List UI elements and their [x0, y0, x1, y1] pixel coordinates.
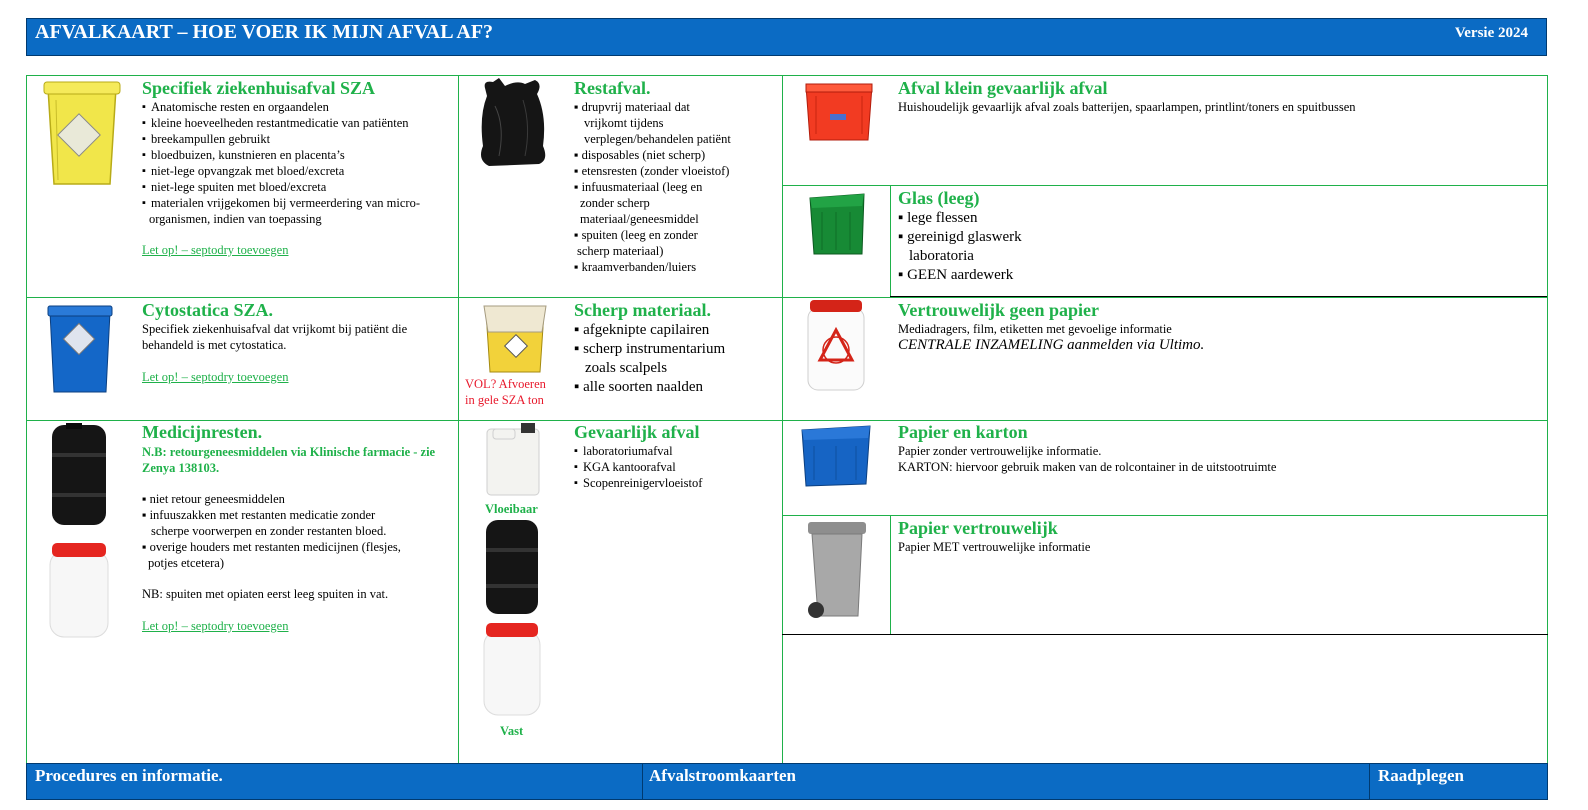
list-item: ▪ niet-lege spuiten met bloed/excreta [142, 179, 452, 195]
glas-bottom-line [890, 296, 1547, 297]
blue-cytostatica-bin-icon [46, 304, 114, 394]
vast-label: Vast [500, 724, 524, 738]
blue-crate-icon [800, 424, 872, 488]
scherp-list [574, 321, 725, 397]
list-item: ▪ materialen vrijgekomen bij vermeerdering van micro- [142, 195, 452, 211]
list-item: ▪ lege flessen [898, 210, 978, 226]
list-item: ▪ afgeknipte capilairen [574, 322, 710, 338]
list-item: ▪ infuuszakken met restanten medicatie zonder scherpe voorwerpen en zonder restanten bloed. [142, 508, 387, 538]
ultimo-note: CENTRALE INZAMELING aanmelden via Ultimo. [898, 337, 1205, 353]
list-item: ▪ scherp instrumentarium zoals scalpels [574, 341, 726, 376]
sharps-warning: VOL? Afvoeren in gele SZA ton [465, 377, 546, 407]
scherp-title: Scherp materiaal. [574, 300, 711, 320]
list-item: ▪ overige houders met restanten medicijnen (flesjes, potjes etcetera) [142, 540, 401, 570]
footer-kaarten-bar[interactable] [642, 763, 1370, 800]
list-item: ▪ niet retour geneesmiddelen [142, 492, 285, 506]
gevaarlijk-title: Gevaarlijk afval [574, 422, 700, 442]
grid-pv-div [890, 515, 891, 635]
confidential-drum-icon [804, 298, 868, 392]
cytostatica-septodry-link[interactable]: Let op! – septodry toevoegen [142, 370, 289, 384]
black-drum-liquid-icon [484, 518, 540, 616]
list-item: ▪ GEEN aardewerk [898, 267, 1014, 283]
grid-col2 [782, 75, 783, 763]
list-item: ▪ breekampullen gebruikt [142, 131, 452, 147]
pv-bottom-line [782, 634, 1548, 635]
vertrouwelijk-geen-papier-title: Vertrouwelijk geen papier [898, 300, 1099, 320]
list-item: ▪ disposables (niet scherp) [574, 148, 706, 162]
sza-title: Specifiek ziekenhuisafval SZA [142, 78, 376, 98]
grey-wheelie-bin-icon [806, 520, 868, 622]
grid-right-a [782, 185, 1548, 186]
cytostatica-text: Specifiek ziekenhuisafval dat vrijkomt bij patiënt die behandeld is met cytostatica. [142, 322, 408, 352]
green-crate-icon [806, 192, 868, 258]
afvalstroomkaarten-link[interactable]: Afvalstroomkaarten [649, 766, 796, 785]
papier-vertrouwelijk-title: Papier vertrouwelijk [898, 518, 1058, 538]
list-item: ▪ niet-lege opvangzak met bloed/excreta [142, 163, 452, 179]
list-item: ▪ drupvrij materiaal dat vrijkomt tijdens verplegen/behandelen patiënt [574, 100, 731, 146]
list-item: ▪ kleine hoeveelheden restantmedicatie van patiënten [142, 115, 452, 131]
grid-row1 [26, 297, 1548, 298]
restafval-list [574, 99, 779, 275]
papier-text: Papier zonder vertrouwelijke informatie. KARTON: hiervoor gebruik maken van de rolcontainer in de uitstootruimte [898, 444, 1277, 474]
list-item: ▪ bloedbuizen, kunstnieren en placenta’s [142, 147, 452, 163]
yellow-sza-bin-icon [42, 80, 122, 190]
kga-text: Huishoudelijk gevaarlijk afval zoals batterijen, spaarlampen, printlint/toners en spuitbussen [898, 100, 1356, 114]
sharps-container-icon [480, 302, 550, 374]
papier-vertrouwelijk-text: Papier MET vertrouwelijke informatie [898, 540, 1091, 554]
sza-item-continuation: organismen, indien van toepassing [149, 212, 322, 226]
page-title: AFVALKAART – HOE VOER IK MIJN AFVAL AF? [35, 21, 494, 43]
list-item: ▪ kraamverbanden/luiers [574, 260, 697, 274]
medicijn-nb: N.B: retourgeneesmiddelen via Klinische farmacie - zie Zenya 138103. [142, 445, 436, 475]
list-item: ▪ infuusmateriaal (leeg en zonder scherp materiaal/geneesmiddel [574, 180, 703, 226]
black-bag-icon [475, 76, 550, 168]
list-item: ▪ Anatomische resten en orgaandelen [142, 99, 452, 115]
list-item: ▪ alle soorten naalden [574, 379, 704, 395]
footer-raadplegen-bar[interactable] [1369, 763, 1548, 800]
procedures-link[interactable]: Procedures en informatie. [35, 766, 223, 785]
medicijn-septodry-link[interactable]: Let op! – septodry toevoegen [142, 619, 289, 633]
header-bar [26, 18, 1547, 56]
sza-septodry-link[interactable]: Let op! – septodry toevoegen [142, 243, 289, 257]
list-item: ▪ spuiten (leeg en zonder scherp materiaal) [574, 228, 698, 258]
papier-title: Papier en karton [898, 422, 1028, 442]
medicijn-title: Medicijnresten. [142, 422, 263, 442]
medicijn-spuiten-note: NB: spuiten met opiaten eerst leeg spuiten in vat. [142, 587, 389, 601]
grid-glas-div [890, 185, 891, 297]
jerrycan-icon [485, 421, 541, 497]
footer-procedures-bar[interactable] [26, 763, 643, 800]
cytostatica-title: Cytostatica SZA. [142, 300, 273, 320]
grid-right [1547, 75, 1548, 763]
list-item: ▪ Scopenreinigervloeistof [574, 475, 702, 491]
list-item: ▪ gereinigd glaswerk laboratoria [898, 229, 1022, 264]
grid-right-b [782, 515, 1548, 516]
grid-col1 [458, 75, 459, 763]
glas-list [898, 209, 1022, 285]
vertrouwelijk-geen-papier-text: Mediadragers, film, etiketten met gevoelige informatie [898, 322, 1172, 336]
grid-row2 [26, 420, 1548, 421]
gevaarlijk-list [574, 443, 702, 491]
medicijn-list [142, 491, 401, 571]
kga-title: Afval klein gevaarlijk afval [898, 78, 1108, 98]
vloeibaar-label: Vloeibaar [485, 502, 538, 516]
list-item: ▪ etensresten (zonder vloeistof) [574, 164, 730, 178]
restafval-title: Restafval. [574, 78, 651, 98]
black-drum-icon [48, 423, 110, 527]
raadplegen-link[interactable]: Raadplegen [1378, 766, 1464, 785]
list-item: ▪ KGA kantoorafval [574, 459, 702, 475]
white-drum-solid-icon [480, 621, 544, 717]
red-crate-icon [804, 82, 874, 142]
version-label: Versie 2024 [1454, 25, 1528, 41]
glas-title: Glas (leeg) [898, 188, 980, 208]
list-item: ▪ laboratoriumafval [574, 443, 702, 459]
sza-list [142, 99, 452, 211]
grid-left [26, 75, 27, 763]
white-drum-icon [46, 541, 112, 639]
grid-top [26, 75, 1548, 76]
